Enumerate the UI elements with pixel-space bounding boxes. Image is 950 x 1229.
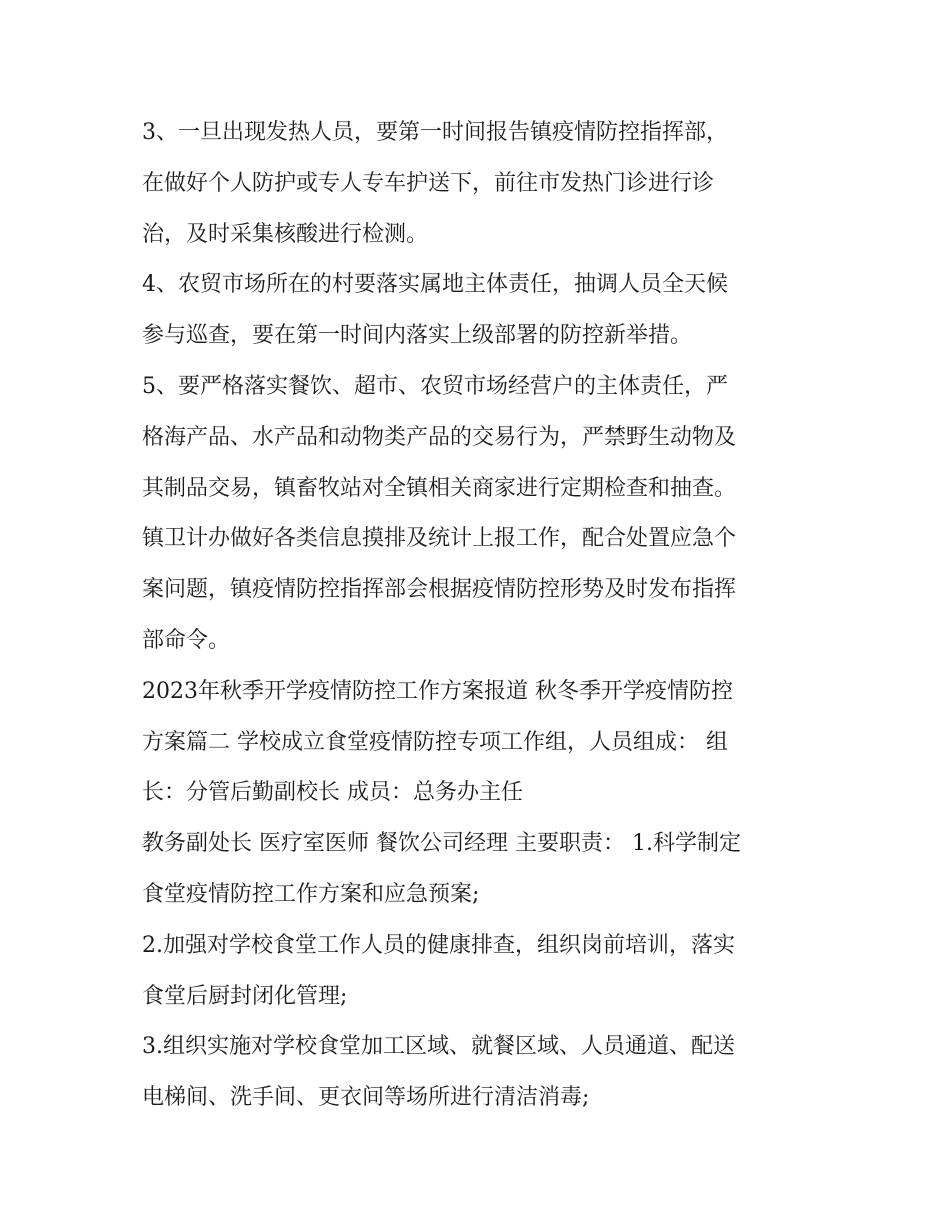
text-line: 食堂疫情防控工作方案和应急预案;	[142, 881, 480, 907]
text-line: 教务副处长 医疗室医师 餐饮公司经理 主要职责： 1.科学制定	[142, 831, 741, 857]
text-line: 案问题，镇疫情防控指挥部会根据疫情防控形势及时发布指挥	[142, 577, 737, 603]
text-line: 4、农贸市场所在的村要落实属地主体责任，抽调人员全天候	[142, 272, 728, 298]
text-line: 2023年秋季开学疫情防控工作方案报道 秋冬季开学疫情防控	[142, 678, 733, 704]
text-line: 3.组织实施对学校食堂加工区域、就餐区域、人员通道、配送	[142, 1034, 735, 1060]
text-line: 2.加强对学校食堂工作人员的健康排查，组织岗前培训，落实	[142, 932, 735, 958]
text-line: 格海产品、水产品和动物类产品的交易行为，严禁野生动物及	[142, 424, 737, 450]
text-line: 长：分管后勤副校长 成员：总务办主任	[142, 780, 523, 806]
text-line: 其制品交易，镇畜牧站对全镇相关商家进行定期检查和抽查。	[142, 475, 737, 501]
text-line: 参与巡查，要在第一时间内落实上级部署的防控新举措。	[142, 323, 693, 349]
text-line: 方案篇二 学校成立食堂疫情防控专项工作组，人员组成： 组	[142, 729, 728, 755]
text-line: 电梯间、洗手间、更衣间等场所进行清洁消毒;	[142, 1085, 590, 1111]
text-line: 3、一旦出现发热人员，要第一时间报告镇疫情防控指挥部，	[142, 120, 728, 145]
text-line: 镇卫计办做好各类信息摸排及统计上报工作，配合处置应急个	[142, 526, 737, 552]
text-line: 在做好个人防护或专人专车护送下，前往市发热门诊进行诊	[142, 170, 715, 196]
text-line: 部命令。	[142, 627, 231, 653]
text-line: 食堂后厨封闭化管理;	[142, 983, 348, 1009]
document-body	[142, 108, 822, 1124]
text-line: 治，及时采集核酸进行检测。	[142, 221, 429, 247]
text-line: 5、要严格落实餐饮、超市、农贸市场经营户的主体责任，严	[142, 373, 728, 399]
